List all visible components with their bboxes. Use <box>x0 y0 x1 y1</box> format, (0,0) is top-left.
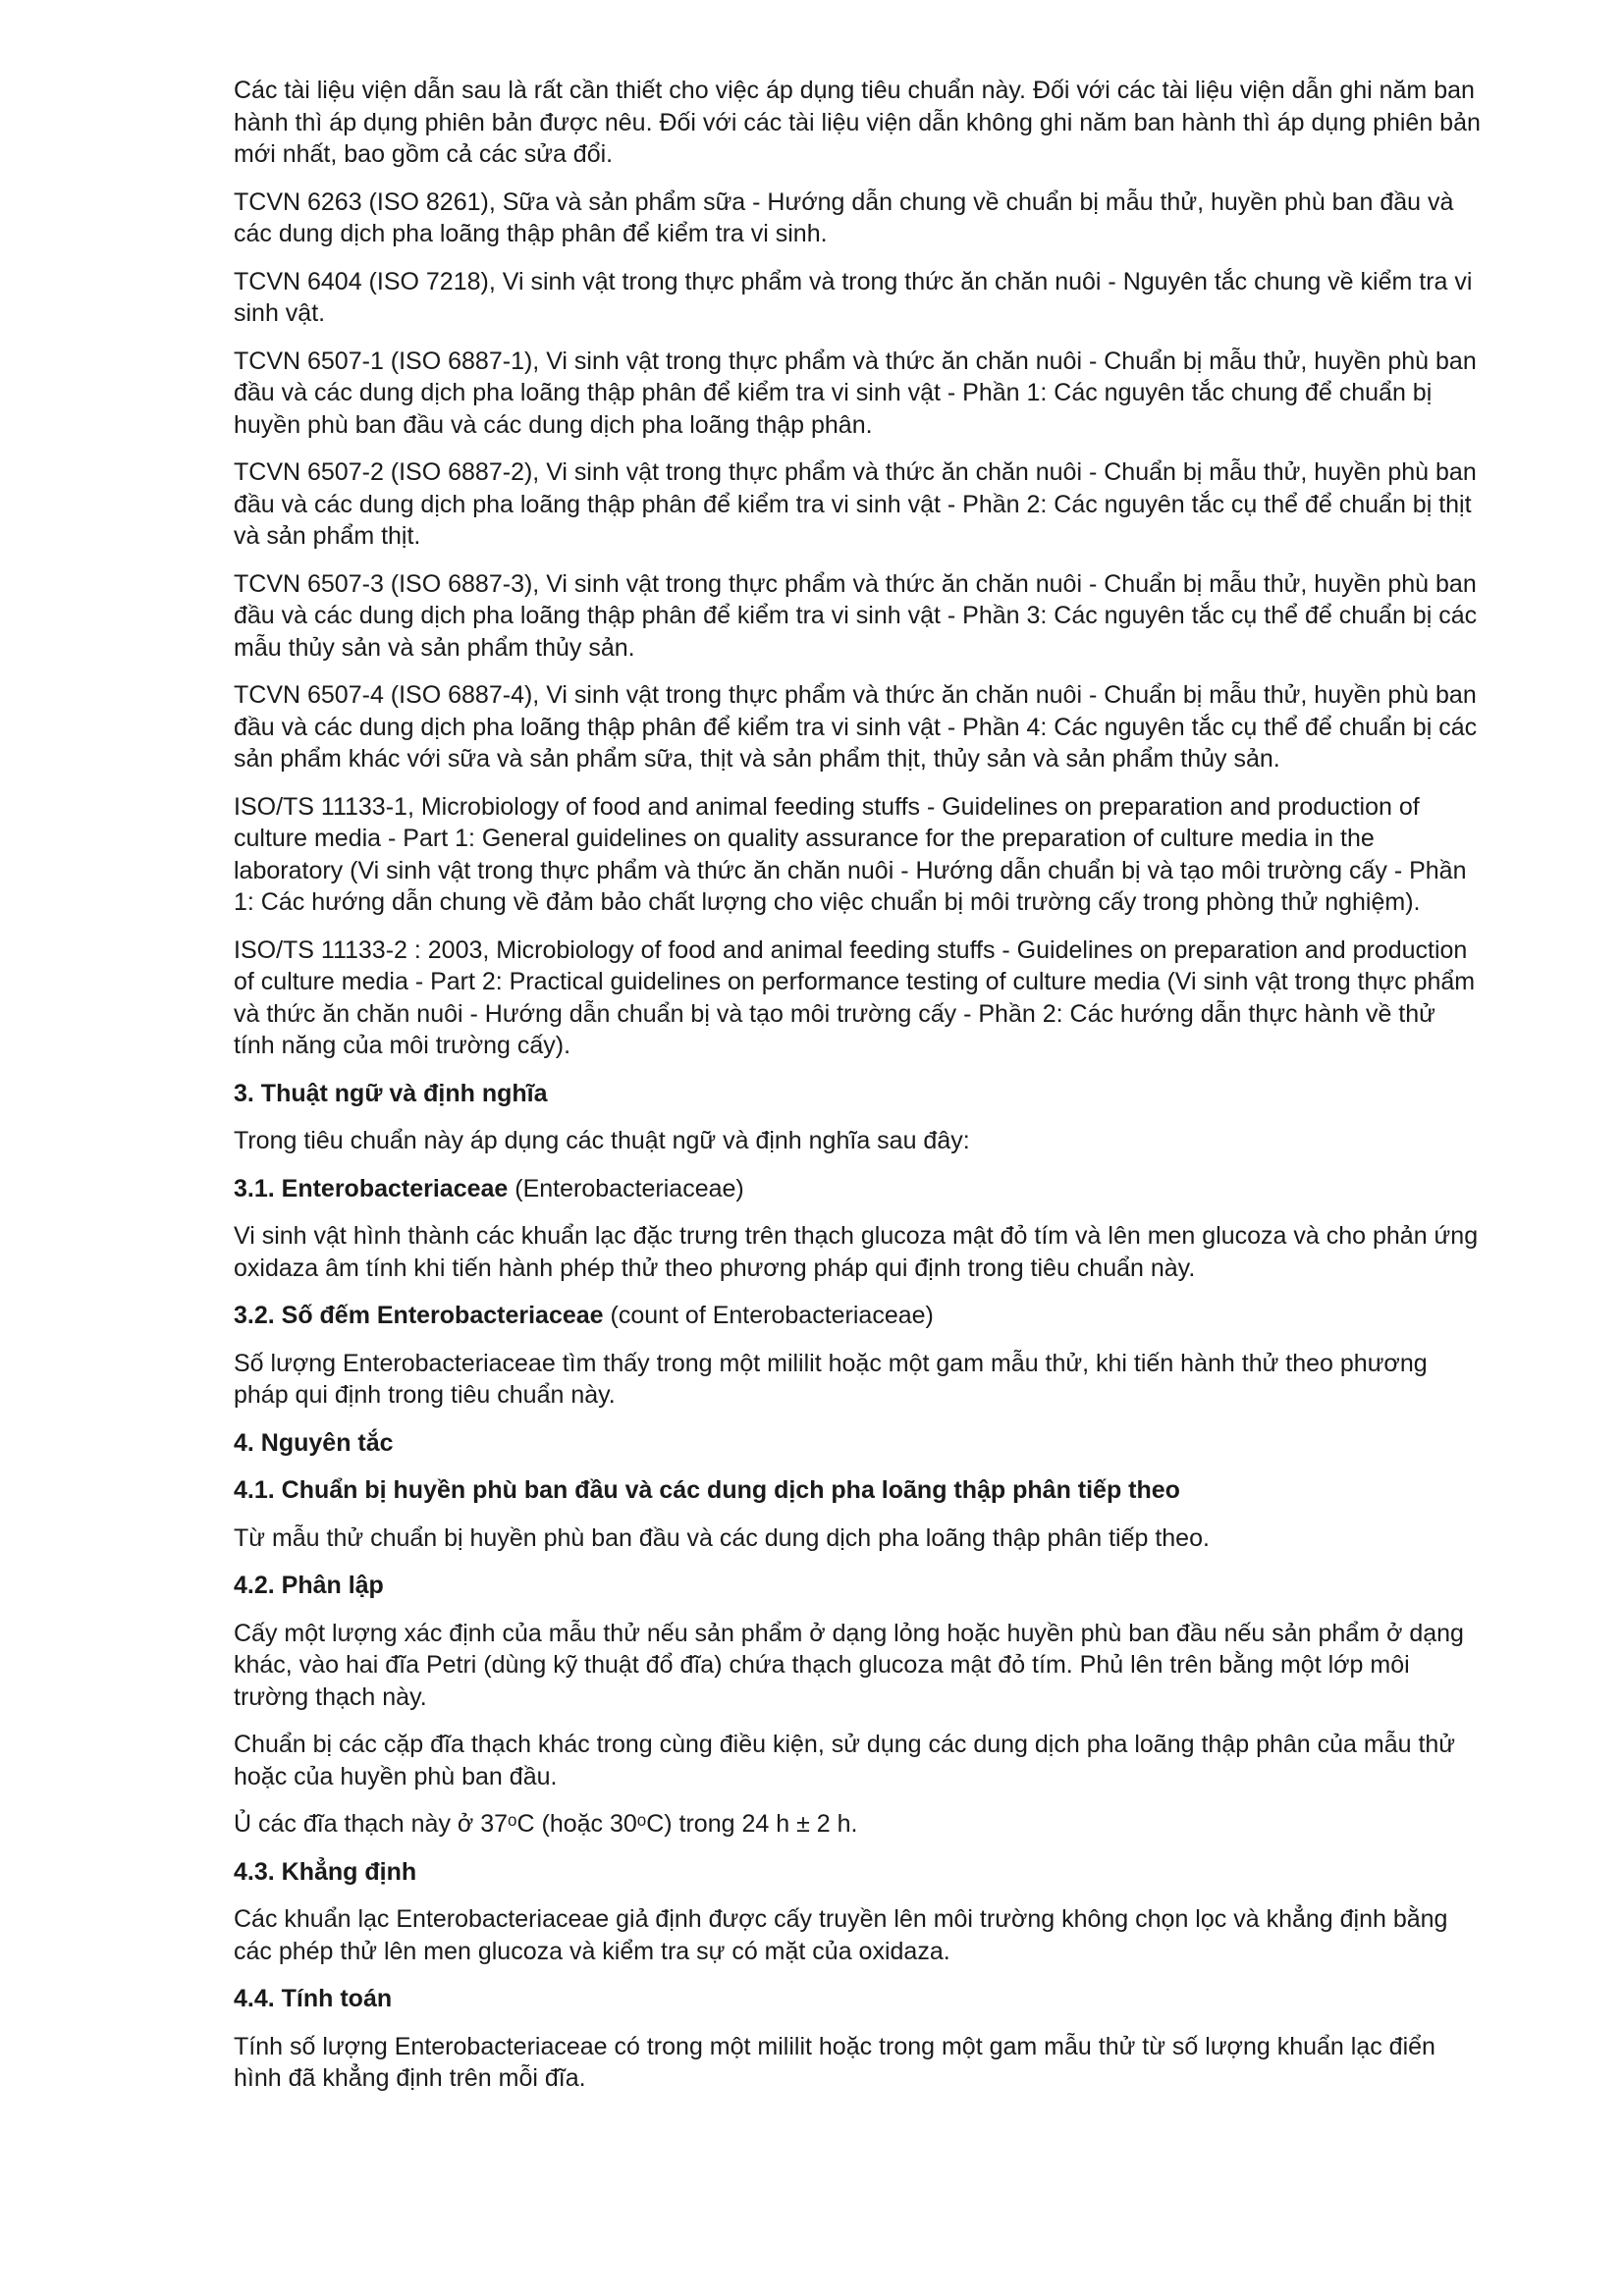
term-3-1-definition: Vi sinh vật hình thành các khuẩn lạc đặc trưng trên thạch glucoza mật đỏ tím và lên men glucoza và cho phản ứng oxidaza âm tính khi tiến hành phép thử theo phương pháp qui định trong tiêu chuẩn này. <box>234 1222 1479 1282</box>
section-4-2-text-c: Ủ các đĩa thạch này ở 37ᵒC (hoặc 30ᵒC) trong 24 h ± 2 h. <box>234 1810 858 1838</box>
term-3-1-english: (Enterobacteriaceae) <box>508 1174 744 1202</box>
reference-item: TCVN 6507-4 (ISO 6887-4), Vi sinh vật trong thực phẩm và thức ăn chăn nuôi - Chuẩn bị mẫu thử, huyền phù ban đầu và các dung dịch pha loãng thập phân để kiểm tra vi sinh vật - Phần 4: Các nguyên tắc cụ thể để chuẩn bị các sản phẩm khác với sữa và sản phẩm sữa, thịt và sản phẩm thịt, thủy sản và sản phẩm thủy sản. <box>234 681 1478 773</box>
section-4-heading: 4. Nguyên tắc <box>234 1428 394 1457</box>
section-4-2-text-b: Chuẩn bị các cặp đĩa thạch khác trong cùng điều kiện, sử dụng các dung dịch pha loãng thập phân của mẫu thử hoặc của huyền phù ban đầu. <box>234 1731 1456 1790</box>
term-3-1-title: 3.1. Enterobacteriaceae <box>234 1174 509 1202</box>
term-3-1-heading <box>234 1173 1481 1205</box>
reference-item: ISO/TS 11133-2 : 2003, Microbiology of food and animal feeding stuffs - Guidelines on preparation and production of culture media - Part 2: Practical guidelines on performance testing of culture media (Vi sinh vật trong thực phẩm và thức ăn chăn nuôi - Hướng dẫn chuẩn bị và tạo môi trường cấy - Phần 2: Các hướng dẫn thực hành về thử tính năng của môi trường cấy). <box>234 935 1476 1059</box>
reference-item: TCVN 6507-2 (ISO 6887-2), Vi sinh vật trong thực phẩm và thức ăn chăn nuôi - Chuẩn bị mẫu thử, huyền phù ban đầu và các dung dịch pha loãng thập phân để kiểm tra vi sinh vật - Phần 2: Các nguyên tắc cụ thể để chuẩn bị thịt và sản phẩm thịt. <box>234 458 1477 550</box>
reference-item: TCVN 6507-3 (ISO 6887-3), Vi sinh vật trong thực phẩm và thức ăn chăn nuôi - Chuẩn bị mẫu thử, huyền phù ban đầu và các dung dịch pha loãng thập phân để kiểm tra vi sinh vật - Phần 3: Các nguyên tắc cụ thể để chuẩn bị các mẫu thủy sản và sản phẩm thủy sản. <box>234 569 1478 662</box>
section-4-4-heading: 4.4. Tính toán <box>234 1985 393 2012</box>
section-3-heading: 3. Thuật ngữ và định nghĩa <box>234 1079 548 1107</box>
document-page <box>234 75 1481 2110</box>
reference-item: TCVN 6263 (ISO 8261), Sữa và sản phẩm sữa - Hướng dẫn chung về chuẩn bị mẫu thử, huyền phù ban đầu và các dung dịch pha loãng thập phân để kiểm tra vi sinh. <box>234 187 1454 247</box>
section-3-intro: Trong tiêu chuẩn này áp dụng các thuật ngữ và định nghĩa sau đây: <box>234 1127 970 1154</box>
section-4-1-text: Từ mẫu thử chuẩn bị huyền phù ban đầu và các dung dịch pha loãng thập phân tiếp theo. <box>234 1523 1210 1552</box>
term-3-2-definition: Số lượng Enterobacteriaceae tìm thấy trong một mililit hoặc một gam mẫu thử, khi tiến hành thử theo phương pháp qui định trong tiêu chuẩn này. <box>234 1349 1428 1409</box>
intro-paragraph: Các tài liệu viện dẫn sau là rất cần thiết cho việc áp dụng tiêu chuẩn này. Đối với các tài liệu viện dẫn ghi năm ban hành thì áp dụng phiên bản được nêu. Đối với các tài liệu viện dẫn không ghi năm ban hành thì áp dụng phiên bản mới nhất, bao gồm cả các sửa đổi. <box>234 77 1481 168</box>
term-3-2-english: (count of Enterobacteriaceae) <box>603 1302 934 1329</box>
section-4-2-heading: 4.2. Phân lập <box>234 1572 384 1599</box>
term-3-2-title: 3.2. Số đếm Enterobacteriaceae <box>234 1302 604 1329</box>
section-4-1-heading: 4.1. Chuẩn bị huyền phù ban đầu và các dung dịch pha loãng thập phân tiếp theo <box>234 1476 1180 1504</box>
section-4-4-text: Tính số lượng Enterobacteriaceae có trong một mililit hoặc trong một gam mẫu thử từ số lượng khuẩn lạc điển hình đã khẳng định trên mỗi đĩa. <box>234 2032 1435 2092</box>
section-4-3-heading: 4.3. Khẳng định <box>234 1857 417 1886</box>
reference-item: TCVN 6507-1 (ISO 6887-1), Vi sinh vật trong thực phẩm và thức ăn chăn nuôi - Chuẩn bị mẫu thử, huyền phù ban đầu và các dung dịch pha loãng thập phân để kiểm tra vi sinh vật - Phần 1: Các nguyên tắc chung để chuẩn bị huyền phù ban đầu và các dung dịch pha loãng thập phân. <box>234 347 1477 439</box>
reference-item: TCVN 6404 (ISO 7218), Vi sinh vật trong thực phẩm và trong thức ăn chăn nuôi - Nguyên tắc chung về kiểm tra vi sinh vật. <box>234 267 1473 327</box>
section-4-3-text: Các khuẩn lạc Enterobacteriaceae giả định được cấy truyền lên môi trường không chọn lọc và khẳng định bằng các phép thử lên men glucoza và kiểm tra sự có mặt của oxidaza. <box>234 1905 1448 1965</box>
term-3-2-heading <box>234 1300 1481 1332</box>
reference-item: ISO/TS 11133-1, Microbiology of food and animal feeding stuffs - Guidelines on preparation and production of culture media - Part 1: General guidelines on quality assurance for the preparation of culture media in the laboratory (Vi sinh vật trong thực phẩm và thức ăn chăn nuôi - Hướng dẫn chuẩn bị và tạo môi trường cấy - Phần 1: Các hướng dẫn chung về đảm bảo chất lượng cho việc chuẩn bị môi trường cấy trong phòng thử nghiệm). <box>234 792 1467 916</box>
section-4-2-text-a: Cấy một lượng xác định của mẫu thử nếu sản phẩm ở dạng lỏng hoặc huyền phù ban đầu nếu sản phẩm ở dạng khác, vào hai đĩa Petri (dùng kỹ thuật đổ đĩa) chứa thạch glucoza mật đỏ tím. Phủ lên trên bằng một lớp môi trường thạch này. <box>234 1619 1464 1711</box>
